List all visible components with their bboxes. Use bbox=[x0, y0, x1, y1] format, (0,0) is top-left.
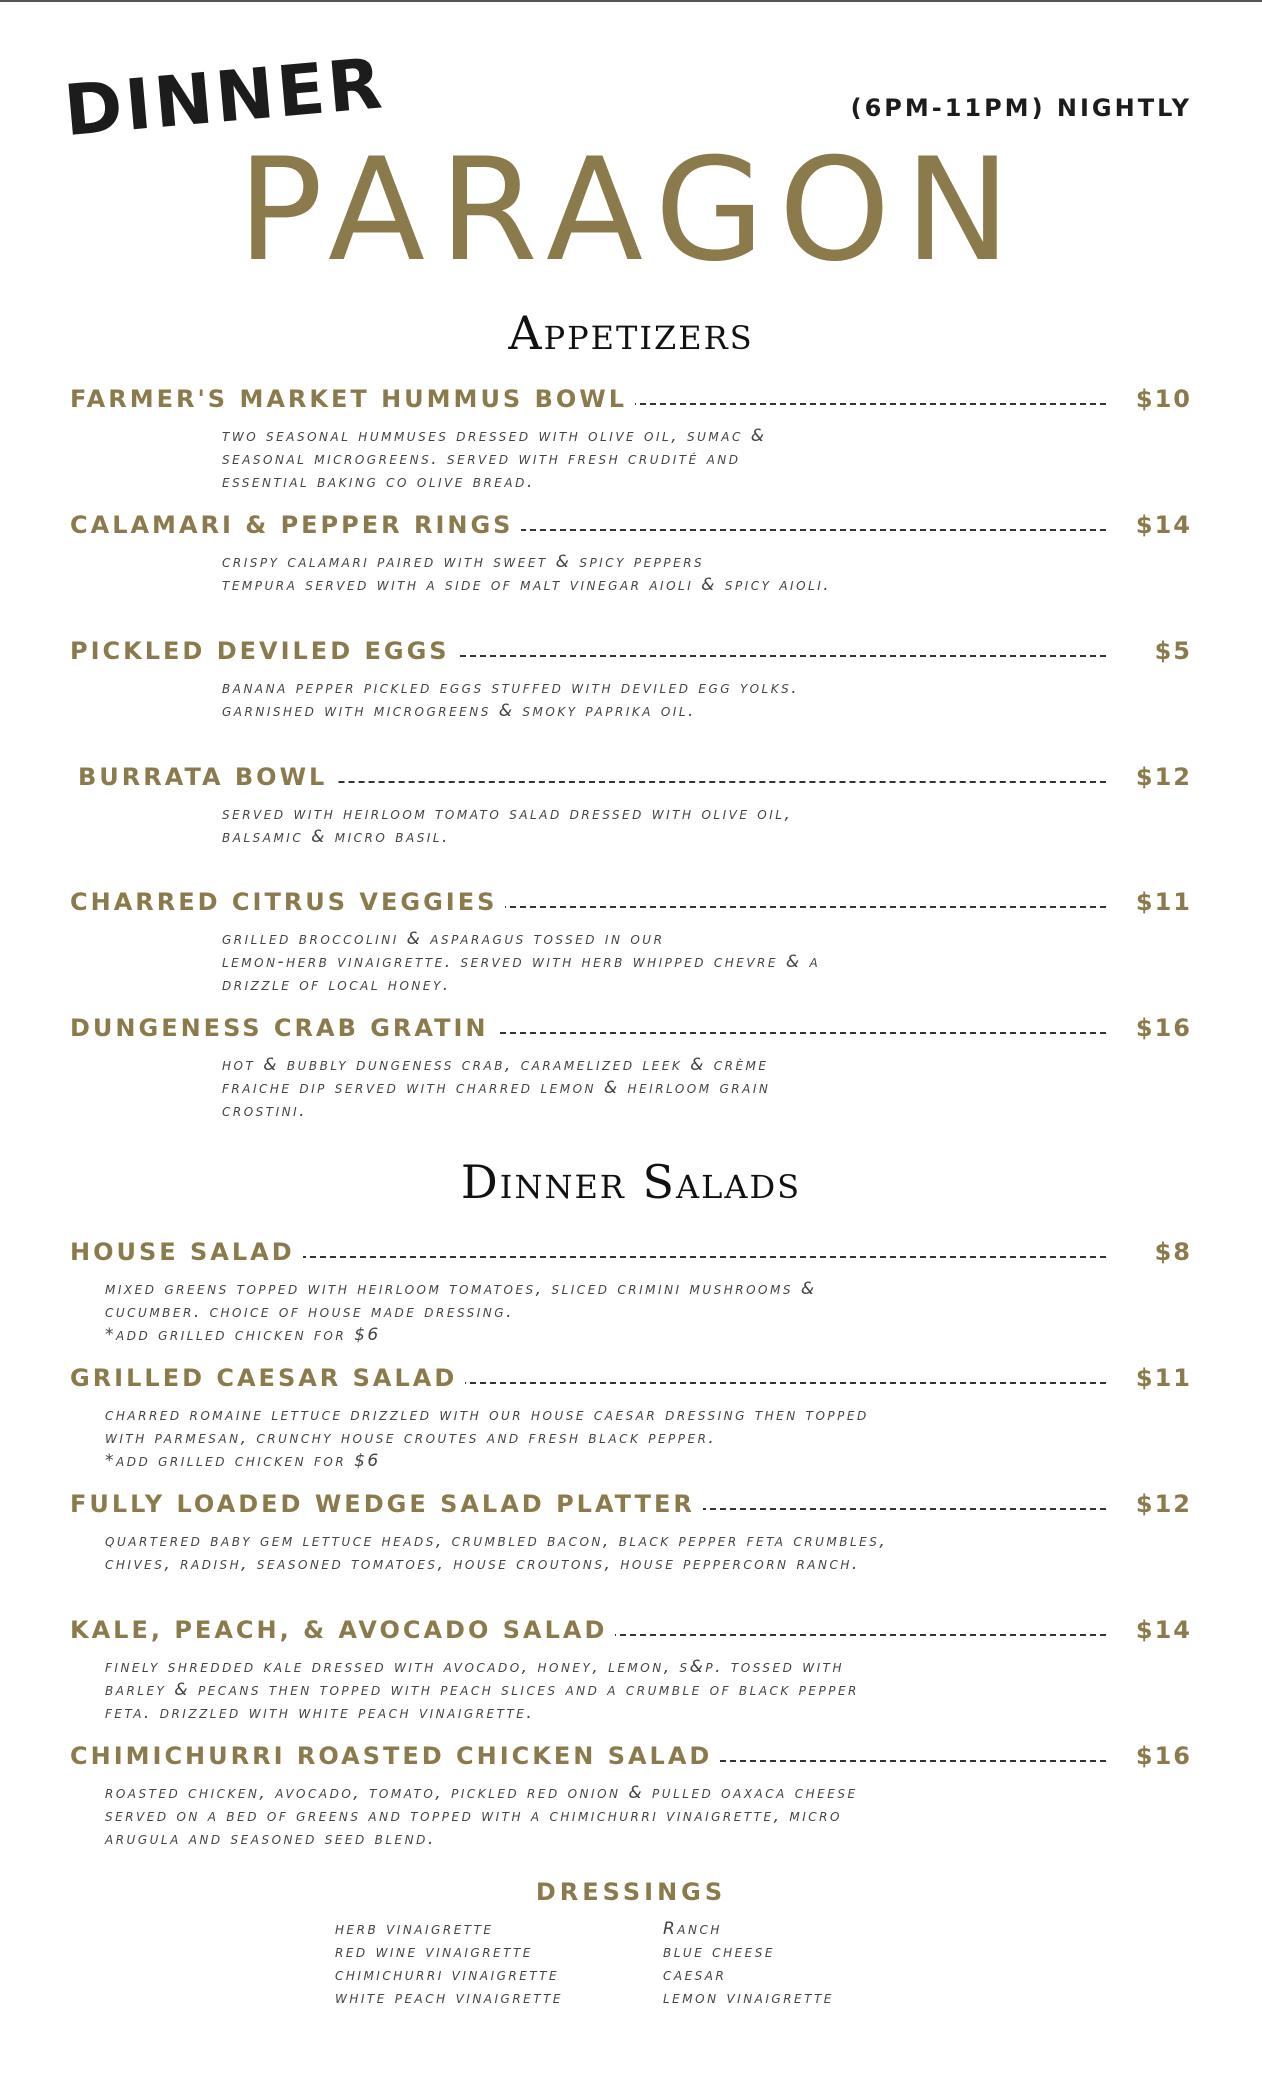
item-name: CALAMARI & PEPPER RINGS bbox=[70, 509, 521, 541]
menu-item bbox=[70, 383, 1192, 415]
description-line: crispy calamari paired with sweet & spicy peppers bbox=[222, 552, 705, 572]
description-line: feta. drizzled with white peach vinaigrette. bbox=[105, 1703, 535, 1723]
restaurant-name: PARAGON bbox=[237, 128, 1025, 293]
item-price: $16 bbox=[1135, 1742, 1192, 1770]
menu-item bbox=[78, 761, 1192, 793]
description-line: quartered baby gem lettuce heads, crumbled bacon, black pepper feta crumbles, bbox=[105, 1531, 888, 1551]
item-name: GRILLED CAESAR SALAD bbox=[70, 1362, 465, 1394]
description-line: tempura served with a side of malt vinegar aioli & spicy aioli. bbox=[222, 575, 832, 595]
description-line: finely shredded kale dressed with avocado, honey, lemon, s&p. tossed with bbox=[105, 1657, 844, 1677]
item-description bbox=[222, 1054, 770, 1123]
item-price: $11 bbox=[1135, 888, 1192, 916]
description-line: with parmesan, crunchy house croutes and fresh black pepper. bbox=[105, 1428, 717, 1448]
section-title-appetizers: Appetizers bbox=[508, 306, 754, 360]
item-description bbox=[105, 1782, 858, 1851]
item-name: HOUSE SALAD bbox=[70, 1236, 303, 1268]
dressing-option: lemon vinaigrette bbox=[663, 1988, 834, 2008]
menu-item bbox=[70, 1614, 1192, 1646]
top-border bbox=[0, 0, 1262, 2]
item-price: $10 bbox=[1135, 385, 1192, 413]
description-line: garnished with microgreens & smoky paprika oil. bbox=[222, 701, 696, 721]
section-title-salads: Dinner Salads bbox=[460, 1155, 802, 1209]
description-line: served with heirloom tomato salad dressed with olive oil, bbox=[222, 804, 793, 824]
service-hours: (6PM-11PM) NIGHTLY bbox=[850, 94, 1192, 122]
dressing-option: caesar bbox=[663, 1965, 727, 1985]
item-name: CHARRED CITRUS VEGGIES bbox=[70, 886, 505, 918]
menu-item bbox=[70, 1362, 1192, 1394]
description-line: drizzle of local honey. bbox=[222, 975, 451, 995]
dressings-title: DRESSINGS bbox=[535, 1878, 727, 1906]
description-line: seasonal microgreens. served with fresh crudité and bbox=[222, 449, 741, 469]
description-line: chives, radish, seasoned tomatoes, house croutons, house peppercorn ranch. bbox=[105, 1554, 860, 1574]
item-name: FULLY LOADED WEDGE SALAD PLATTER bbox=[70, 1488, 703, 1520]
description-line: fraiche dip served with charred lemon & heirloom grain bbox=[222, 1078, 771, 1098]
item-price: $5 bbox=[1154, 637, 1192, 665]
item-price: $8 bbox=[1154, 1238, 1192, 1266]
description-line: grilled broccolini & asparagus tossed in our bbox=[222, 929, 665, 949]
menu-item bbox=[70, 635, 1192, 667]
item-description bbox=[105, 1530, 887, 1576]
item-price: $11 bbox=[1135, 1364, 1192, 1392]
item-price: $14 bbox=[1135, 1616, 1192, 1644]
description-line: banana pepper pickled eggs stuffed with deviled egg yolks. bbox=[222, 678, 800, 698]
item-description bbox=[105, 1278, 817, 1347]
item-description bbox=[105, 1656, 859, 1725]
menu-item bbox=[70, 1236, 1192, 1268]
description-line: arugula and seasoned seed blend. bbox=[105, 1829, 436, 1849]
description-line: balsamic & micro basil. bbox=[222, 827, 450, 847]
item-price: $12 bbox=[1135, 763, 1192, 791]
meal-title: DINNER bbox=[60, 42, 388, 152]
dressings-right-column bbox=[663, 1918, 834, 2010]
menu-item bbox=[70, 509, 1192, 541]
dressing-option: white peach vinaigrette bbox=[335, 1988, 564, 2008]
menu-item bbox=[70, 886, 1192, 918]
description-line: *add grilled chicken for $6 bbox=[105, 1451, 381, 1471]
menu-item bbox=[70, 1740, 1192, 1772]
description-line: lemon-herb vinaigrette. served with herb whipped chevre & a bbox=[222, 952, 821, 972]
dressing-option: blue cheese bbox=[663, 1942, 775, 1962]
description-line: cucumber. choice of house made dressing. bbox=[105, 1302, 514, 1322]
item-price: $16 bbox=[1135, 1014, 1192, 1042]
menu-item bbox=[70, 1488, 1192, 1520]
item-description bbox=[222, 928, 820, 997]
description-line: essential baking co olive bread. bbox=[222, 472, 535, 492]
description-line: charred romaine lettuce drizzled with our house caesar dressing then topped bbox=[105, 1405, 869, 1425]
item-description bbox=[222, 425, 767, 494]
dressing-option: red wine vinaigrette bbox=[335, 1942, 533, 1962]
description-line: hot & bubbly dungeness crab, caramelized leek & crème bbox=[222, 1055, 769, 1075]
dressing-option: Ranch bbox=[663, 1919, 722, 1939]
description-line: roasted chicken, avocado, tomato, pickled red onion & pulled oaxaca cheese bbox=[105, 1783, 858, 1803]
description-line: mixed greens topped with heirloom tomatoes, sliced crimini mushrooms & bbox=[105, 1279, 817, 1299]
item-name: DUNGENESS CRAB GRATIN bbox=[70, 1012, 497, 1044]
description-line: two seasonal hummuses dressed with olive oil, sumac & bbox=[222, 426, 767, 446]
description-line: crostini. bbox=[222, 1101, 308, 1121]
item-description bbox=[222, 803, 792, 849]
item-description bbox=[105, 1404, 869, 1473]
item-description bbox=[222, 551, 831, 597]
dressing-option: chimichurri vinaigrette bbox=[335, 1965, 560, 1985]
description-line: *add grilled chicken for $6 bbox=[105, 1325, 381, 1345]
item-price: $14 bbox=[1135, 511, 1192, 539]
item-name: KALE, PEACH, & AVOCADO SALAD bbox=[70, 1614, 615, 1646]
dressings-left-column bbox=[335, 1918, 563, 2010]
item-name: BURRATA BOWL bbox=[78, 761, 335, 793]
menu-item bbox=[70, 1012, 1192, 1044]
dressing-option: herb vinaigrette bbox=[335, 1919, 494, 1939]
description-line: barley & pecans then topped with peach slices and a crumble of black pepper bbox=[105, 1680, 859, 1700]
item-name: FARMER'S MARKET HUMMUS BOWL bbox=[70, 383, 635, 415]
item-price: $12 bbox=[1135, 1490, 1192, 1518]
item-name: CHIMICHURRI ROASTED CHICKEN SALAD bbox=[70, 1740, 720, 1772]
item-name: PICKLED DEVILED EGGS bbox=[70, 635, 458, 667]
item-description bbox=[222, 677, 799, 723]
description-line: served on a bed of greens and topped with a chimichurri vinaigrette, micro bbox=[105, 1806, 842, 1826]
